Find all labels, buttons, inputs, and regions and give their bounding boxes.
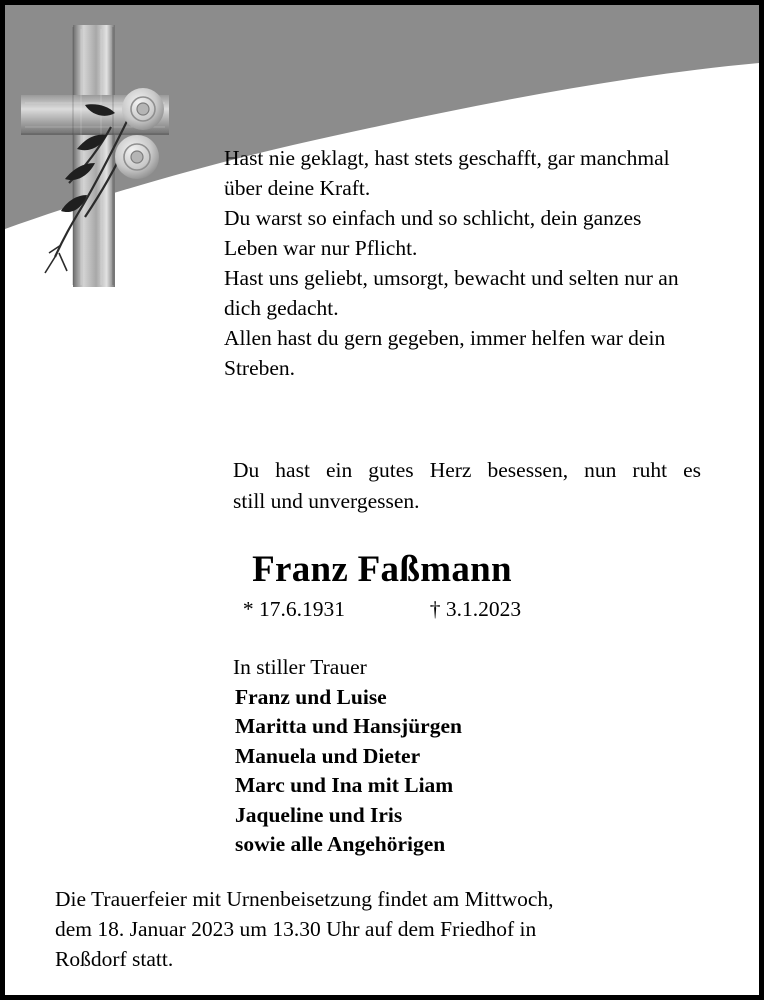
- poem-line: über deine Kraft.: [224, 176, 371, 200]
- family-line: Manuela und Dieter: [235, 743, 421, 768]
- family-line: sowie alle Angehörigen: [235, 832, 446, 856]
- subpoem-line: Du hast ein gutes Herz besessen, nun ruht es: [233, 458, 701, 482]
- mourning-header: In stiller Trauer: [233, 655, 367, 679]
- poem-line: Leben war nur Pflicht.: [224, 236, 418, 260]
- ceremony-line: Roßdorf statt.: [55, 947, 174, 971]
- ceremony-line: dem 18. Januar 2023 um 13.30 Uhr auf dem Friedhof in: [55, 917, 537, 941]
- poem-line: Hast nie geklagt, hast stets geschafft, gar manchmal: [224, 146, 670, 170]
- family-line: Marc und Ina mit Liam: [235, 773, 454, 797]
- poem-line: Du warst so einfach und so schlicht, dein ganzes: [224, 206, 642, 230]
- birth-date: * 17.6.1931: [242, 597, 345, 621]
- deceased-name: Franz Faßmann: [252, 549, 512, 590]
- poem-line: Hast uns geliebt, umsorgt, bewacht und selten nur an: [224, 266, 679, 290]
- poem-line: dich gedacht.: [224, 296, 339, 320]
- poem-line: Streben.: [224, 356, 296, 380]
- death-date: † 3.1.2023: [429, 597, 522, 621]
- ceremony-line: Die Trauerfeier mit Urnenbeisetzung findet am Mittwoch,: [55, 887, 554, 911]
- poem-line: Allen hast du gern gegeben, immer helfen war dein: [224, 326, 666, 350]
- family-line: Franz und Luise: [235, 684, 387, 709]
- family-line: Jaqueline und Iris: [235, 802, 403, 827]
- family-line: Maritta und Hansjürgen: [235, 714, 462, 738]
- subpoem-line: still und unvergessen.: [233, 489, 420, 513]
